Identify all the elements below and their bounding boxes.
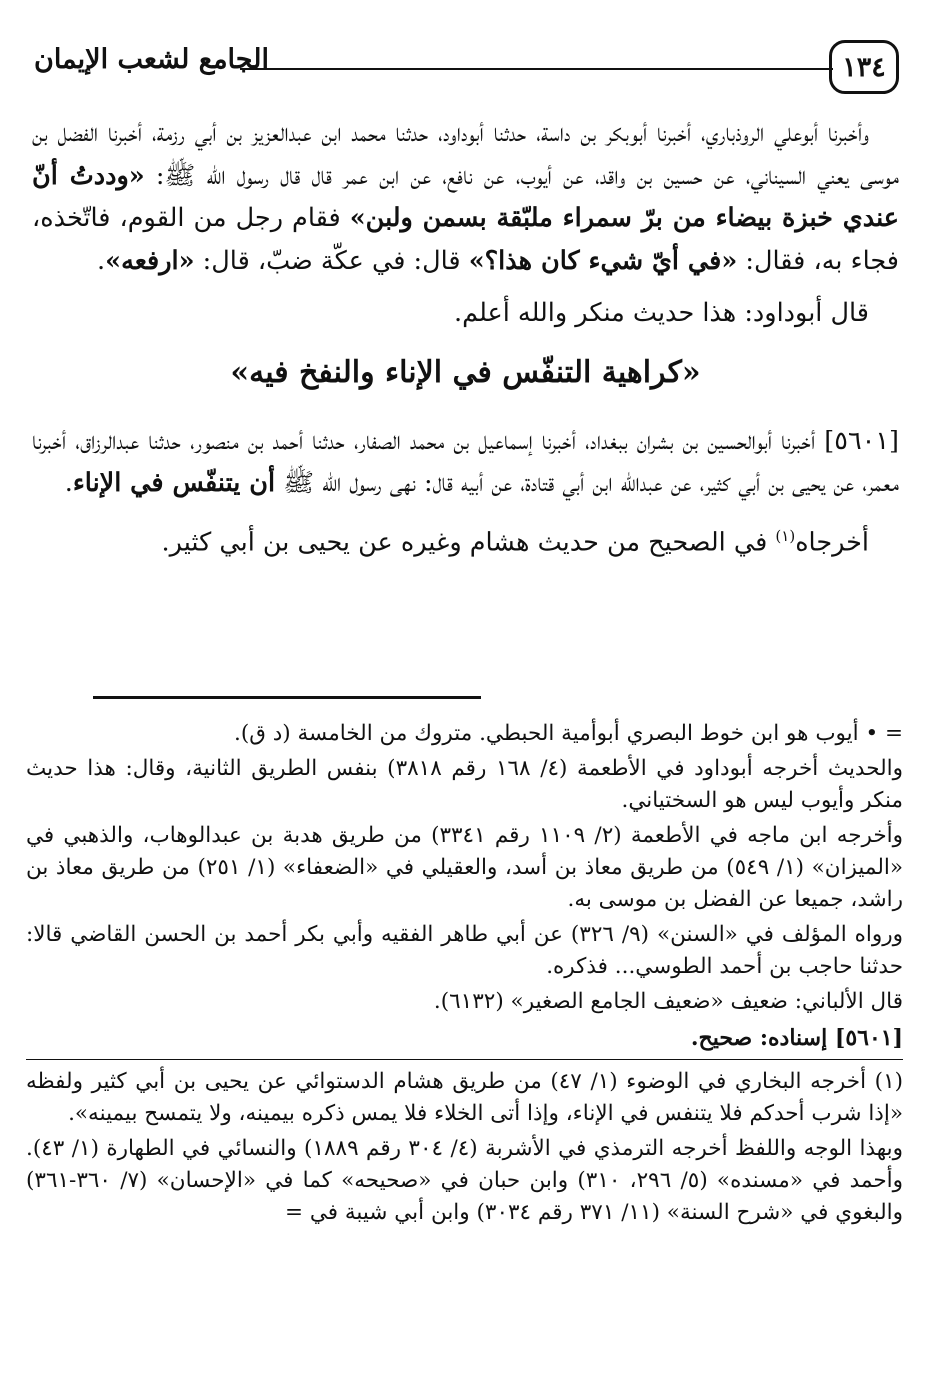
text-run: فقام رجل من القوم، فاتّخذه، فجاء به، فقال: — [32, 203, 899, 276]
footnote-line: وأخرجه ابن ماجه في الأطعمة (٢/ ١١٠٩ رقم ٣٣٤١) من طريق هدبة بن عبدالوهاب، والذهبي في «الميزان» (١/ ٥٤٩) من طريق معاذ بن أسد، والعقيلي في «الضعفاء» (١/ ٢٥١) من طريق معاذ بن راشد، جميعا عن الفضل بن موسى به. — [26, 823, 904, 912]
hadith-quote: «وددتُ أنّ عندي خبزة بيضاء من برّ سمراء ملبّقة بسمن ولبن» — [32, 160, 899, 233]
text-run: قال: في عكّة ضبّ، قال: — [194, 245, 469, 276]
page-number: ١٣٤ — [829, 40, 899, 94]
footnote-1: (١) أخرجه البخاري في الوضوء (١/ ٤٧) من طريق هشام الدستوائي عن يحيى بن أبي كثير ولفظه «إذا شرب أحدكم فلا يتنفس في الإناء، وإذا أتى الخلاء فلا يمس ذكره بيمينه، ولا يتمسح بيمينه». — [26, 1069, 904, 1126]
isnad-grade: [٥٦٠١] إسناده: صحيح. — [690, 1025, 903, 1051]
footnote-marker: (١) — [775, 526, 796, 545]
text-run: في الصحيح من حديث هشام وغيره عن يحيى بن أبي كثير. — [161, 527, 776, 557]
takhrij-paragraph — [32, 515, 899, 564]
hadith-paragraph-5601 — [32, 420, 899, 505]
chapter-heading: «كراهية التنفّس في الإناء والنفخ فيه» — [230, 354, 701, 390]
text-run: . — [97, 245, 106, 276]
main-text — [32, 112, 899, 564]
footnote-line: = • أيوب هو ابن خوط البصري أبوأمية الحبطي. متروك من الخامسة (د ق). — [234, 721, 903, 746]
hadith-quote: «في أيّ شيء كان هذا؟» — [468, 245, 738, 276]
hadith-quote: «ارفعه» — [105, 245, 195, 276]
book-title: الجامع لشعب الإيمان — [34, 44, 269, 75]
header-rule — [240, 68, 833, 70]
footnote-line: والحديث أخرجه أبوداود في الأطعمة (٤/ ١٦٨ رقم ٣٨١٨) بنفس الطريق الثانية، وقال: هذا حديث منكر وأيوب ليس هو السختياني. — [26, 756, 903, 813]
text-run: وأخبرنا أبوعلي الروذباري، أخبرنا أبوبكر بن داسة، حدثنا أبوداود، حدثنا محمد ابن عبدالعزيز بن أبي رزمة، أخبرنا الفضل بن موسى يعني السيناني، عن حسين بن واقد، عن أيوب، عن نافع، عن ابن عمر قال قال رسول الله ﷺ: — [32, 118, 899, 191]
footnote-rule — [26, 1059, 903, 1060]
footnote-line: قال الألباني: ضعيف «ضعيف الجامع الصغير» (٦١٣٢). — [433, 989, 903, 1014]
abu-dawud-note: قال أبوداود: هذا حديث منكر والله أعلم. — [454, 298, 869, 328]
footnote-line: وبهذا الوجه واللفظ أخرجه الترمذي في الأشربة (٤/ ٣٠٤ رقم ١٨٨٩) والنسائي في الطهارة (١/ ٤٣). وأحمد في «مسنده» (٥/ ٢٩٦، ٣١٠) وابن حبان في «صحيحه» كما في «الإحسان» (٧/ ٣٦٠-٣٦١) والبغوي في «شرح السنة» (١١/ ٣٧١ رقم ٣٠٣٤) وابن أبي شيبة في = — [26, 1136, 904, 1225]
text-run: [٥٦٠١] أخبرنا أبوالحسين بن بشران ببغداد، أخبرنا إسماعيل بن محمد الصفار، حدثنا أحمد بن منصور، حدثنا عبدالرزاق، أخبرنا معمر، عن يحيى بن أبي كثير، عن عبدالله ابن أبي قتادة، عن أبيه قال: نهى رسول الله ﷺ — [32, 425, 899, 498]
text-run: أخرجاه — [795, 527, 869, 557]
hadith-quote: أن يتنفّس في الإناء — [72, 468, 276, 498]
footnote-separator — [93, 696, 481, 699]
page-header — [30, 40, 899, 98]
footnotes — [26, 718, 903, 1229]
hadith-paragraph-1 — [32, 112, 899, 282]
footnote-line: ورواه المؤلف في «السنن» (٩/ ٣٢٦) عن أبي طاهر الفقيه وأبي بكر أحمد بن الحسن القاضي قالا: حدثنا حاجب بن أحمد الطوسي... فذكره. — [26, 922, 903, 979]
text-run: . — [64, 468, 73, 498]
